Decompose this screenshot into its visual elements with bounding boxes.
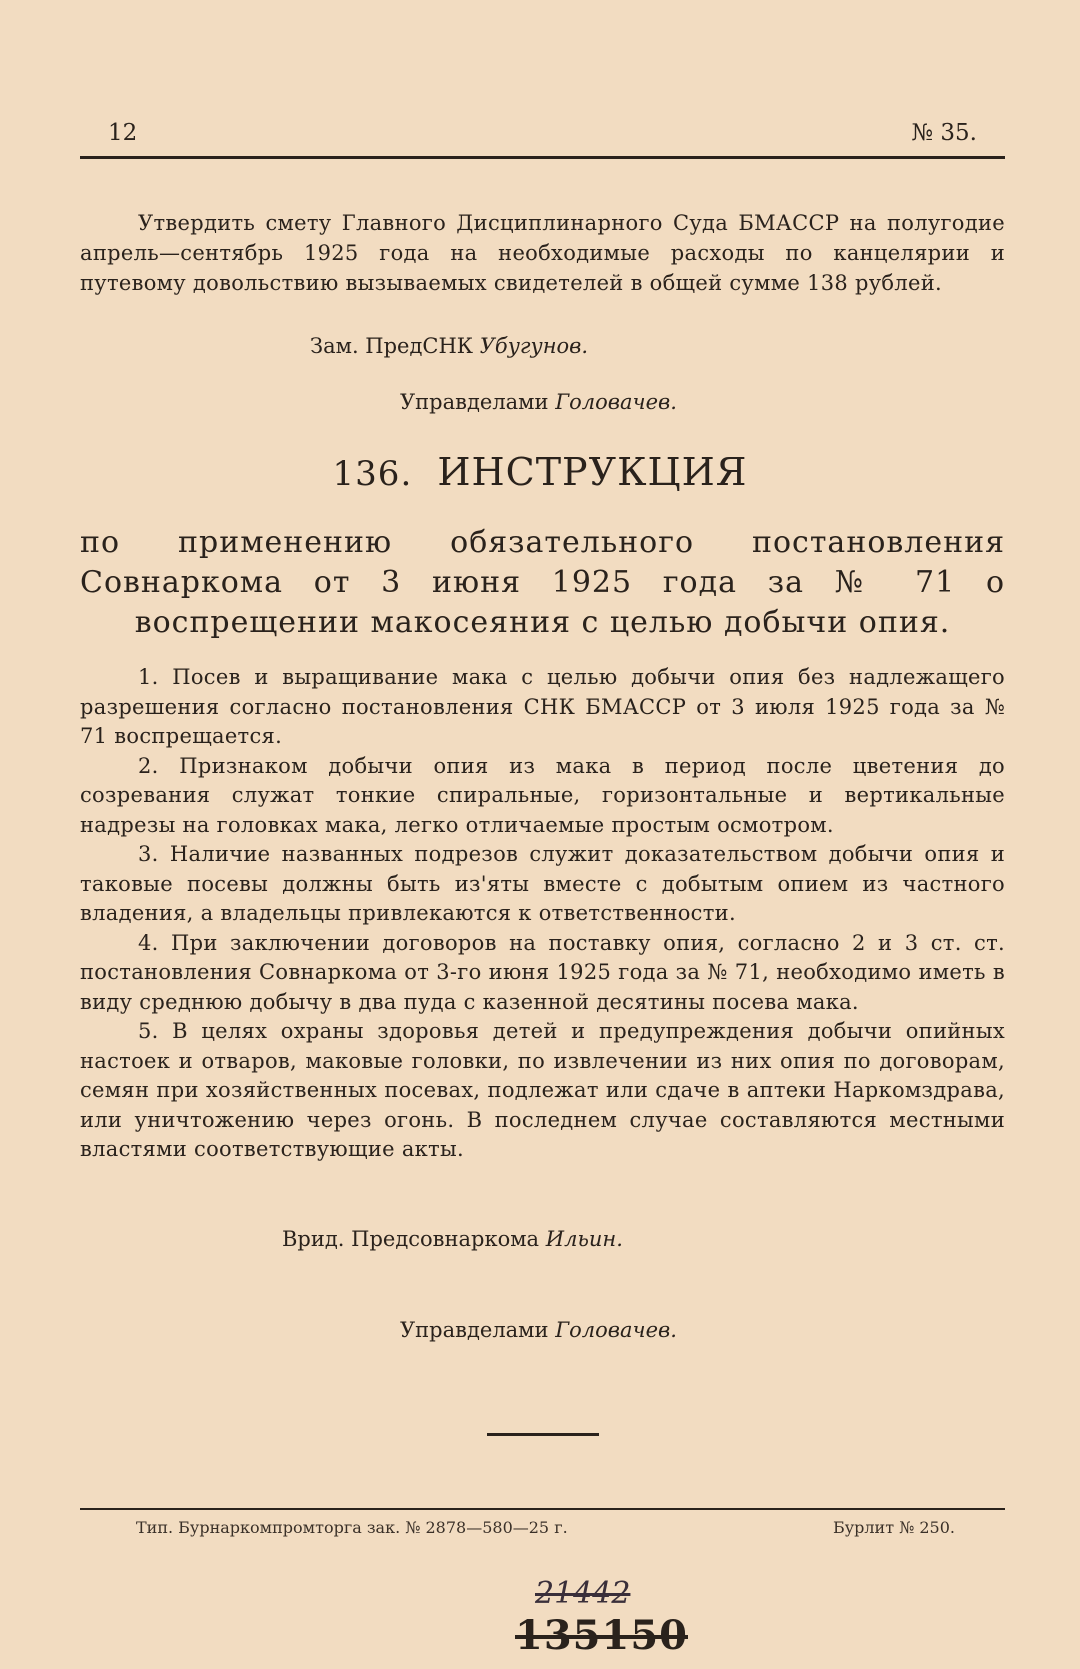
page-header: [80, 120, 1005, 160]
inventory-number: 135150: [515, 1612, 688, 1659]
signature-title: Управделами: [400, 1318, 549, 1342]
instruction-item: 5. В целях охраны здоровья детей и предупреждения добычи опийных настоек и отваров, маковые головки, по извлечении из них опия по договорам, семян при хозяйственных посевах, подлежат или сдаче в аптеки Наркомздрава, или уничтожению через огонь. В последнем случае составляются местными властями соответствующие акты.: [80, 1019, 1005, 1161]
signature-title: Управделами: [400, 390, 549, 414]
instruction-body: [80, 663, 1005, 1165]
instruction-title: ИНСТРУКЦИЯ: [437, 450, 748, 494]
inventory-stamp: [515, 1576, 715, 1666]
censor-number: Бурлит № 250.: [832, 1518, 955, 1537]
signature-acting-chair: [282, 1227, 623, 1251]
signature-deputy-chair: [310, 334, 588, 358]
signature-title: Врид. Предсовнаркома: [282, 1227, 540, 1251]
page-footer: [80, 1512, 1005, 1542]
signature-office-manager-bottom: [400, 1318, 677, 1342]
instruction-subtitle: по применению обязательного постановления Совнаркома от 3 июня 1925 года за № 71 о воспрещении макосеяния с целью добычи опия.: [80, 525, 1005, 640]
printer-imprint: Тип. Бурнаркомпромторга зак. № 2878—580—25 г.: [136, 1518, 568, 1537]
instruction-item: 2. Признаком добычи опия из мака в период после цветения до созревания служат тонкие спиральные, горизонтальные и вертикальные надрезы на головках мака, легко отличаемые простым осмотром.: [80, 753, 1005, 837]
handwritten-number: 21442: [535, 1576, 631, 1611]
signature-name: Головачев.: [555, 1318, 677, 1342]
instruction-heading: [0, 450, 1080, 494]
instruction-item: 3. Наличие названных подрезов служит доказательством добычи опия и таковые посевы должны быть из'яты вместе с добытым опием из частного владения, а владельцы привлекаются к ответственности.: [80, 842, 1005, 925]
signature-name: Ильин.: [545, 1227, 623, 1251]
header-rule: [80, 156, 1005, 159]
signature-name: Головачев.: [555, 390, 677, 414]
instruction-number: 136.: [332, 454, 413, 494]
issue-number: № 35.: [911, 120, 977, 146]
intro-paragraph: Утвердить смету Главного Дисциплинарного Суда БМАССР на полугодие апрель—сентябрь 1925 года на необходимые расходы по канцелярии и путевому довольствию вызываемых свидетелей в общей сумме 138 рублей.: [80, 211, 1005, 295]
instruction-item: 4. При заключении договоров на поставку опия, согласно 2 и 3 ст. ст. постановления Совнаркома от 3-го июня 1925 года за № 71, необходимо иметь в виду среднюю добычу в два пуда с казенной десятины посева мака.: [80, 930, 1005, 1014]
signature-office-manager: [400, 390, 677, 414]
end-divider: [487, 1433, 599, 1436]
instruction-item: 1. Посев и выращивание мака с целью добычи опия без надлежащего разрешения согласно постановления СНК БМАССР от 3 июля 1925 года за № 71 воспрещается.: [80, 665, 1005, 748]
signature-title: Зам. ПредСНК: [310, 334, 474, 358]
signature-name: Убугунов.: [479, 334, 589, 358]
page-number: 12: [108, 120, 138, 146]
footer-rule: [80, 1508, 1005, 1510]
